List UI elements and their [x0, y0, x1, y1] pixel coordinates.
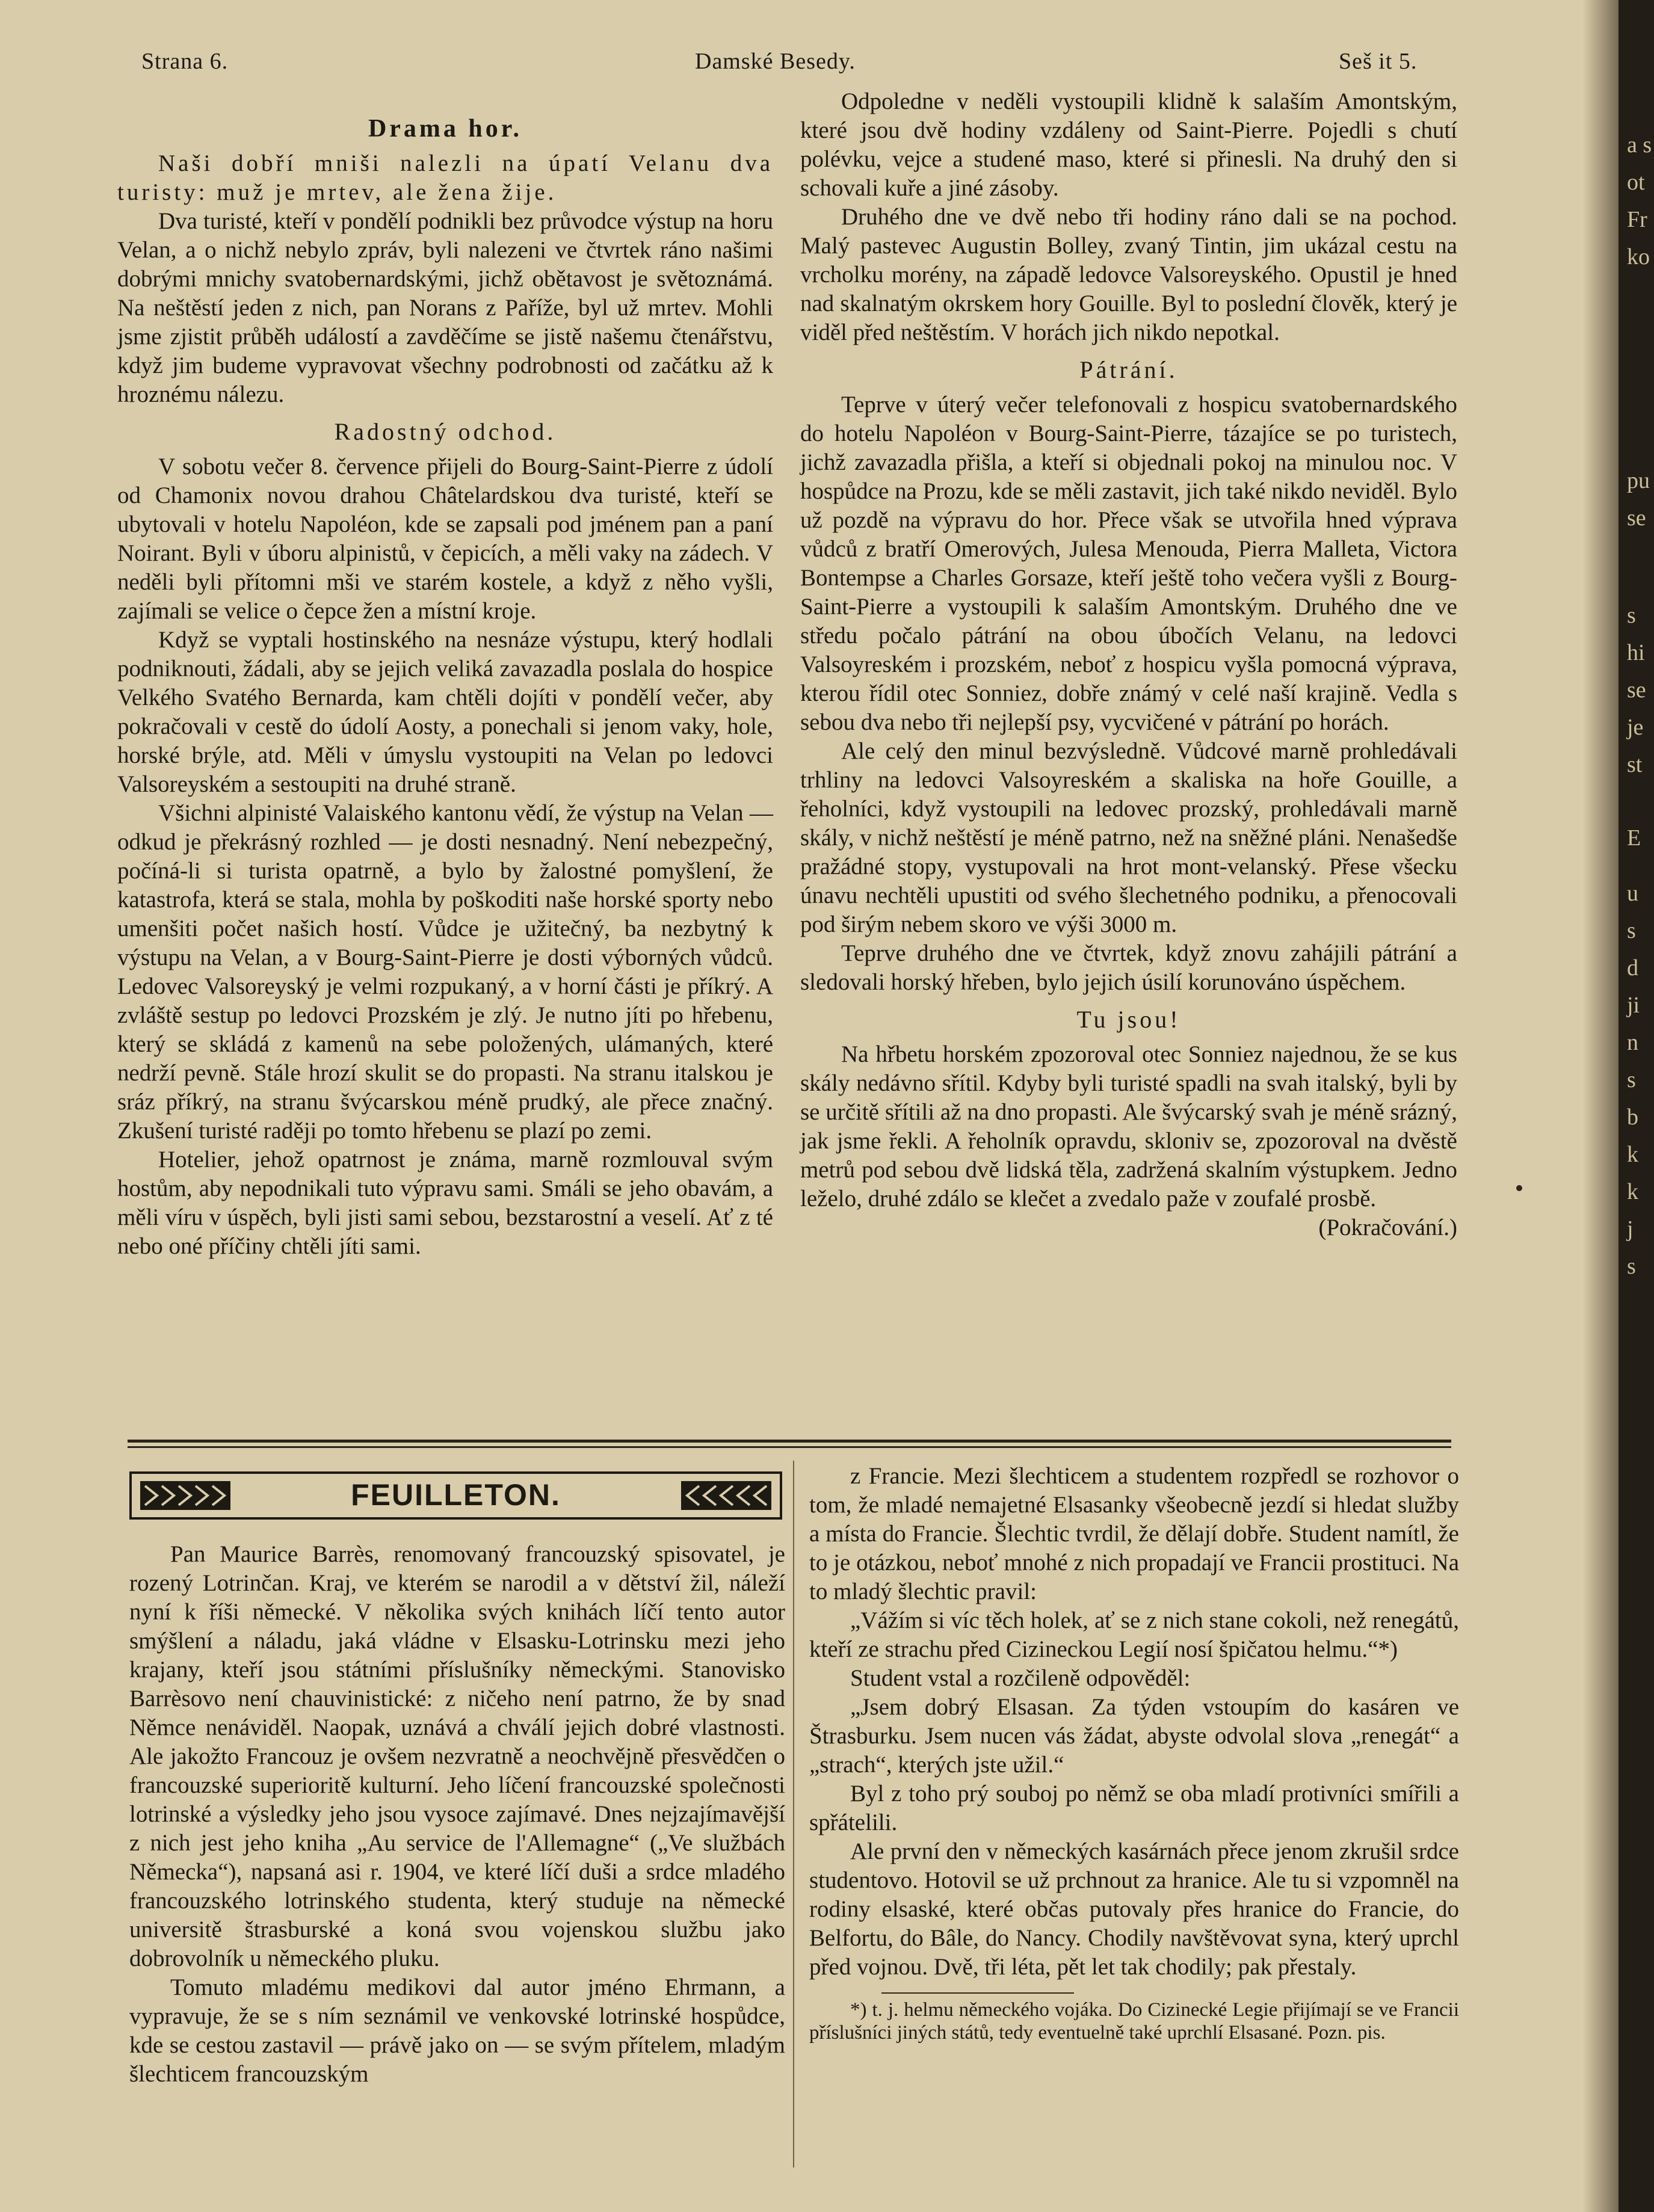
article-paragraph: Na hřbetu horském zpozoroval otec Sonniez najednou, že se kus skály nedávno sřítil. Kdyby byli turisté spadli na svah italský, byli by se určitě sřítili až na dno propasti. Ale švýcarský svah je méně srázný, jak jsme řekli. A řeholník opravdu, skloniv se, zpozoroval na dvěstě metrů pod sebou dvě lidská těla, zadržená skalním výstupkem. Jedno leželo, druhé zdálo se klečet a zvedalo paže v zoufalé prosbě.	[800, 1041, 1457, 1212]
fragment: d	[1627, 955, 1638, 981]
fragment: u	[1627, 881, 1638, 906]
feuilleton-paragraph: Byl z toho prý souboj po němž se oba mladí protivníci smířili a spřátelili.	[809, 1781, 1459, 1835]
article-paragraph: Teprve v úterý večer telefonovali z hospicu svatobernardského do hotelu Napoléon v Bourg-Saint-Pierre, tázajíce se po turistech, jichž zavazadla přišla, a kteří si objednali pokoj na minulou noc. V hospůdce na Prozu, kde se měli zastavit, jich také nikdo neviděl. Bylo už pozdě na výpravu do hor. Přece však se utvořila hned výprava vůdců z bratří Omerových, Julesa Menouda, Pierra Malleta, Victora Bontempse a Charles Gorsaze, kteří ještě toho večera vyšli z Bourg-Saint-Pierre a vystoupili k salaším Amontským. Druhého dne ve středu počalo pátrání na obou úbočích Velanu, na ledovci Valsoyreském i prozském, neboť z hospicu vyšla pomocná výprava, kterou řídil otec Sonniez, dobře známý v celé naší krajině. Vedla s sebou dva nebo tři nejlepší psy, vycvičené v pátrání po horách.	[800, 392, 1457, 735]
fragment: ko	[1627, 244, 1650, 270]
article-lead: Naši dobří mniši nalezli na úpatí Velanu dva turisty: muž je mrtev, ale žena žije.	[117, 150, 773, 205]
article-paragraph: Druhého dne ve dvě nebo tři hodiny ráno dali se na pochod. Malý pastevec Augustin Bolley, zvaný Tintin, jim ukázal cestu na vrcholku morény, na západě ledovce Valsoreyského. Opustil je hned nad skalnatým okrskem hory Gouille. Byl to poslední člověk, který je viděl před neštěstím. V horách jich nikdo nepotkal.	[800, 204, 1457, 345]
adjacent-page-fragments	[1627, 126, 1654, 1285]
feuilleton-heading-box	[129, 1471, 782, 1520]
fragment: s	[1627, 603, 1636, 628]
article-column-left	[117, 114, 773, 1261]
fragment: k	[1627, 1142, 1638, 1167]
article-paragraph: Teprve druhého dne ve čtvrtek, když znovu zahájili pátrání a sledovali horský hřeben, bylo jejich úsilí korunováno úspěchem.	[800, 940, 1457, 995]
article-column-right	[800, 87, 1457, 1242]
article-paragraph: V sobotu večer 8. července přijeli do Bourg-Saint-Pierre z údolí od Chamonix novou drahou Châtelardskou dva turisté, kteří se ubytovali v hotelu Napoléon, kde se zapsali pod jménem pan a paní Noirant. Byli v úboru alpinistů, v čepicích, a měli vaky na zádech. V neděli byli přítomni mši ve starém kostele, a když z něho vyšli, zajímali se velice o čepce žen a místní kroje.	[117, 454, 773, 624]
fragment: Fr	[1627, 207, 1647, 232]
fragment: s	[1627, 1067, 1636, 1092]
fragment: n	[1627, 1030, 1638, 1055]
fragment: pu	[1627, 468, 1650, 493]
feuilleton-column-left	[129, 1540, 785, 2089]
journal-title: Damské Besedy.	[695, 49, 856, 74]
fragment: a s	[1627, 132, 1652, 158]
section-heading: Pátrání.	[1079, 356, 1178, 383]
fragment: je	[1627, 715, 1644, 740]
section-divider-thick	[128, 1440, 1451, 1443]
fragment: j	[1627, 1216, 1634, 1242]
article-paragraph: Když se vyptali hostinského na nesnáze výstupu, který hodlali podniknouti, žádali, aby se jejich veliká zavazadla poslala do hospice Velkého Svatého Bernarda, kam chtěli dojíti v pondělí večer, aby pokračovali v cestě do údolí Aosty, a ponechali si jenom vaky, hole, horské brýle, atd. Měli v úmyslu vystoupiti na Velan po ledovci Valsoreyském a sestoupiti na druhé straně.	[117, 627, 773, 797]
ornament-icon	[140, 1481, 230, 1510]
section-heading: Radostný odchod.	[334, 418, 557, 445]
fragment: s	[1627, 1254, 1636, 1279]
feuilleton-quote: „Jsem dobrý Elsasan. Za týden vstoupím do kasáren ve Štrasburku. Jsem nucen vás žádat, abyste odvolal slova „renegát“ a „strach“, kterých jste užil.“	[809, 1694, 1459, 1778]
column-divider	[793, 1461, 794, 2167]
article-paragraph: Odpoledne v neděli vystoupili klidně k salaším Amontským, které jsou dvě hodiny vzdáleny od Saint-Pierre. Pojedli s chutí polévku, vejce a studené maso, které si přinesli. Na druhý den si schovali kuře a jiné zásoby.	[800, 88, 1457, 201]
feuilleton-column-right	[809, 1462, 1459, 2044]
feuilleton-paragraph: Student vstal a rozčileně odpověděl:	[850, 1665, 1191, 1691]
issue-number: Seš it 5.	[1339, 49, 1418, 74]
ink-speck	[1516, 1185, 1522, 1191]
fragment: ji	[1627, 993, 1640, 1018]
feuilleton-paragraph: z Francie. Mezi šlechticem a studentem rozpředl se rozhovor o tom, že mladé nemajetné Elsasanky všeobecně jezdí si hledat služby a místa do Francie. Šlechtic tvrdil, že dělají dobře. Student namítl, že to je otázkou, neboť mnohé z nich propadají ve Francii prostituci. Na to mladý šlechtic pravil:	[809, 1463, 1459, 1604]
adjacent-page-edge	[1619, 0, 1654, 2212]
page-spine-shadow	[1582, 0, 1619, 2212]
feuilleton-quote: „Vážím si víc těch holek, ať se z nich stane cokoli, než renegátů, kteří ze strachu před Cizineckou Legií nosí špičatou helmu.“*)	[809, 1607, 1459, 1662]
feuilleton-paragraph: Ale první den v německých kasárnách přece jenom zkrušil srdce studentovo. Hotovil se už prchnout za hranice. Ale tu si vzpomněl na rodiny elsaské, které občas putovaly přes hranice do Francie, do Belfortu, do Bâle, do Nancy. Chodily navštěvovat syna, který uprchl před vojnou. Dvě, tři léta, pět let tak chodily; pak přestaly.	[809, 1838, 1459, 1980]
footnote: *) t. j. helmu německého vojáka. Do Cizinecké Legie přijímají se ve Francii příslušníci jiných států, tedy eventuelně také uprchlí Elsasané. Pozn. pis.	[809, 1999, 1459, 2044]
section-divider-thin	[128, 1446, 1451, 1448]
feuilleton-paragraph: Pan Maurice Barrès, renomovaný francouzský spisovatel, je rozený Lotrinčan. Kraj, ve kterém se narodil a v dětství žil, náleží nyní k říši německé. V několika svých knihách líčí tento autor smýšlení a náladu, jaká vládne v Elsasku-Lotrinsku mezi jeho krajany, kteří jsou státními příslušníky německými. Stanovisko Barrèsovo není chauvinistické: z ničeho není patrno, že by snad Němce nenáviděl. Naopak, uznává a chválí jejich dobré vlastnosti. Ale jakožto Francouz je ovšem nezvratně a neochvějně přesvědčen o francouzské superioritě kulturní. Jeho líčení francouzské společnosti lotrinské a výsledky jeho jsou vysoce zajímavé. Dnes nejzajímavější z nich jest jeho kniha „Au service de l'Allemagne“ („Ve službách Německa“), napsaná asi r. 1904, ve které líčí duši a srdce mladého francouzského lotrinského studenta, který studuje na německé universitě štrasburské a koná svou vojenskou službu jako dobrovolník u německého pluku.	[129, 1541, 785, 1971]
fragment: E	[1627, 825, 1641, 851]
article-paragraph: Dva turisté, kteří v pondělí podnikli bez průvodce výstup na horu Velan, a o nichž nebylo zpráv, byli nalezeni ve čtvrtek ráno našimi dobrými mnichy svatobernardskými, jichž obětavost je světoznámá. Na neštěstí jeden z nich, pan Norans z Paříže, byl už mrtev. Mohli jsme zjistit průběh událostí a zavděčíme se jistě našemu čtenářstvu, když jim budeme vypravovat všechny podrobnosti od začátku až k hroznému nálezu.	[117, 208, 773, 407]
article-paragraph: Hotelier, jehož opatrnost je známa, marně rozmlouval svým hostům, aby nepodnikali tuto výpravu sami. Smáli se jeho obavám, a měli víru v úspěch, byli jisti sami sebou, bezstarostní a veselí. Ať z té nebo oné příčiny chtěli jíti sami.	[117, 1147, 773, 1259]
fragment: ot	[1627, 170, 1645, 195]
article-paragraph: Ale celý den minul bezvýsledně. Vůdcové marně prohledávali trhliny na ledovci Valsoyreském a skaliska na hoře Gouille, a řeholníci, když vystoupili na ledovec prozský, prohledávali marně skály, v nichž neštěstí je méně patrno, než na sněžné pláni. Nenašedše pražádné stopy, vystupovali na hrot mont-velanský. Přese všecku únavu nechtěli upustiti od svého šlechetného podniku, a přenocovali pod širým nebem skoro ve výši 3000 m.	[800, 738, 1457, 937]
page-number: Strana 6.	[141, 49, 229, 74]
continuation-note: (Pokračování.)	[1318, 1215, 1457, 1240]
ornament-icon	[681, 1481, 771, 1510]
fragment: se	[1627, 505, 1646, 531]
section-heading: Tu jsou!	[1076, 1006, 1181, 1033]
feuilleton-title: FEUILLETON.	[351, 1478, 561, 1512]
fragment: se	[1627, 677, 1646, 703]
article-title: Drama hor.	[368, 115, 523, 143]
footnote-rule	[881, 1992, 1074, 1994]
fragment: hi	[1627, 640, 1645, 665]
article-paragraph: Všichni alpinisté Valaiského kantonu vědí, že výstup na Velan — odkud je překrásný rozhled — je dosti nesnadný. Není nebezpečný, počíná-li si turista opatrně, a bylo by žalostné pomyšlení, že katastrofa, která se stala, mohla by poškoditi naše horské sporty nebo umenšiti počet našich hostí. Vůdce je užitečný, ba nezbytný k výstupu na Velan, a v Bourg-Saint-Pierre je dosti výborných vůdců. Ledovec Valsoreyský je velmi rozpukaný, a v horní části je příkrý. A zvláště sestup po ledovci Prozském je zlý. Je nutno jíti po hřebenu, který se skládá z kamenů na sebe položených, ulámaných, které nedrží pevně. Stále hrozí skulit se do propasti. Na stranu italskou je sráz příkrý, na stranu švýcarskou méně prudký, ale přece značný. Zkušení turisté raději po tomto hřebenu se plazí po zemi.	[117, 800, 773, 1144]
feuilleton-paragraph: Tomuto mladému medikovi dal autor jméno Ehrmann, a vypravuje, že se s ním seznámil ve venkovské lotrinské hospůdce, kde se cestou zastavil — právě jako on — se svým přítelem, mladým šlechticem francouzským	[129, 1974, 785, 2087]
fragment: s	[1627, 918, 1636, 943]
running-header	[141, 48, 1429, 87]
fragment: k	[1627, 1179, 1638, 1204]
fragment: st	[1627, 752, 1643, 777]
fragment: b	[1627, 1104, 1638, 1130]
